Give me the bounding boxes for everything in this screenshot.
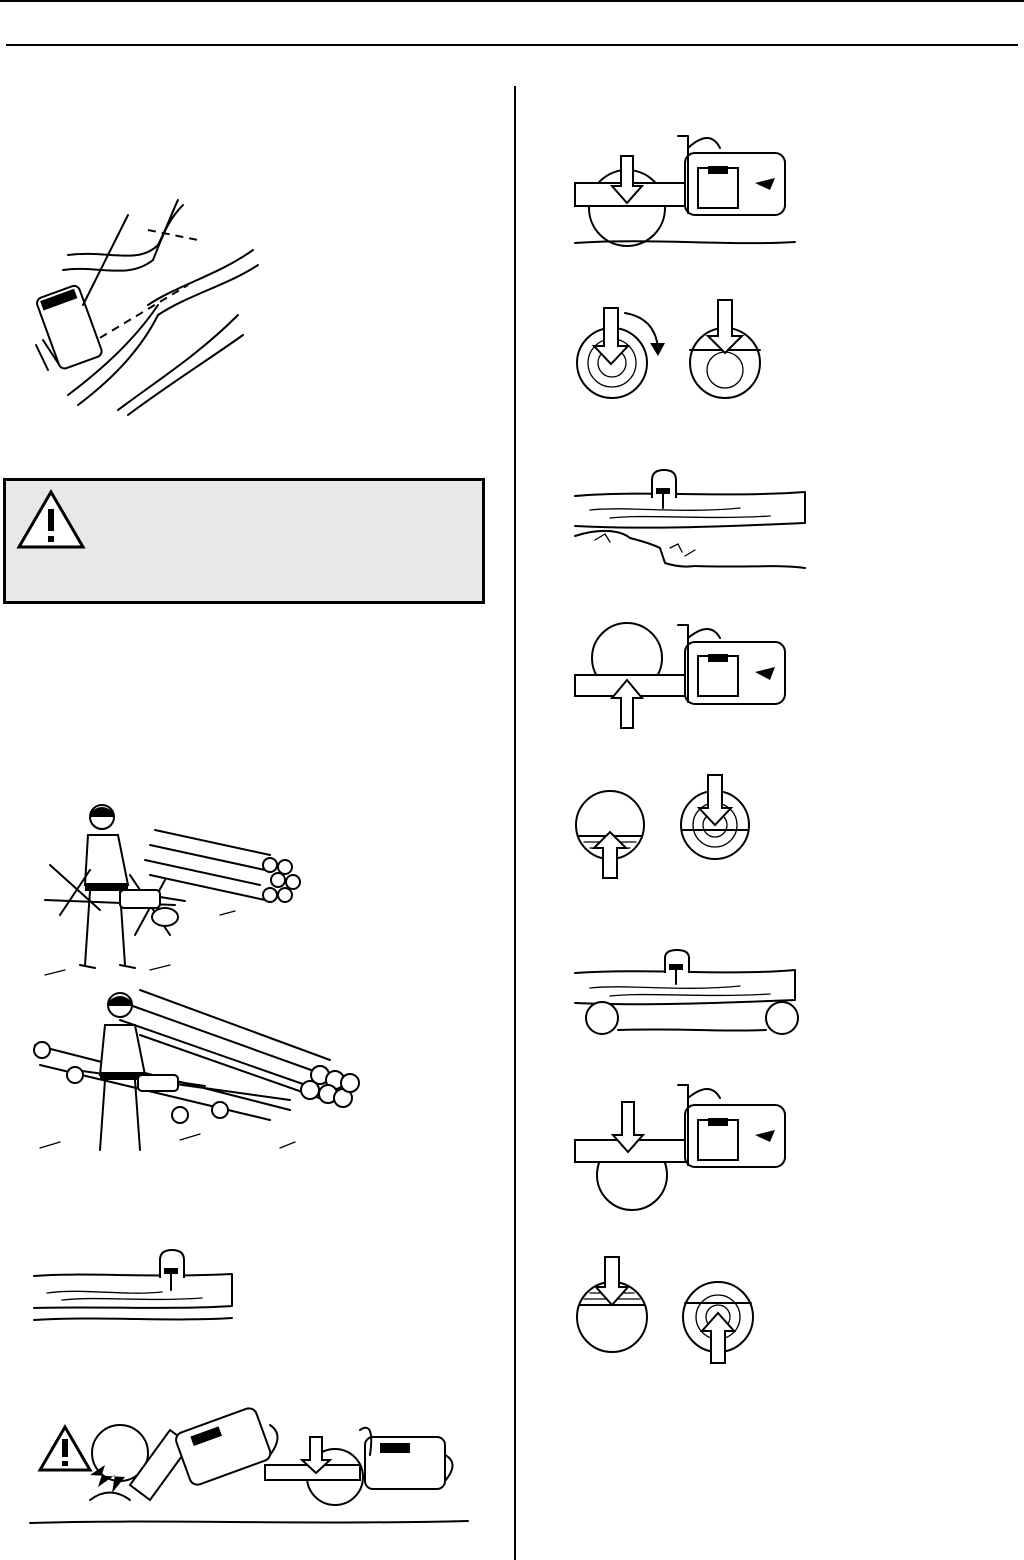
header-rule <box>6 44 1018 46</box>
kickback-warning-illustration <box>30 1415 470 1535</box>
warning-box <box>3 478 485 604</box>
chainsaw-log-top-cut-illustration <box>570 128 805 253</box>
top-border-rule <box>0 0 1024 2</box>
operator-log-pile-illustration <box>30 990 380 1160</box>
chainsaw-log-bottom-cut-illustration <box>570 620 805 735</box>
chainsaw-log-top-cut-illustration <box>570 1080 805 1220</box>
operator-sawhorse-illustration <box>40 805 340 980</box>
log-rotate-cut-illustration <box>570 298 770 408</box>
log-ground-illustration <box>32 1248 237 1328</box>
column-divider <box>514 86 516 1560</box>
log-one-end-support-illustration <box>570 468 810 578</box>
log-both-ends-support-illustration <box>570 948 810 1038</box>
log-section-top-bottom-illustration <box>570 1255 770 1370</box>
chainsaw-branch-illustration <box>28 195 268 420</box>
warning-triangle-icon <box>16 489 86 551</box>
log-section-bottom-top-illustration <box>570 770 770 885</box>
